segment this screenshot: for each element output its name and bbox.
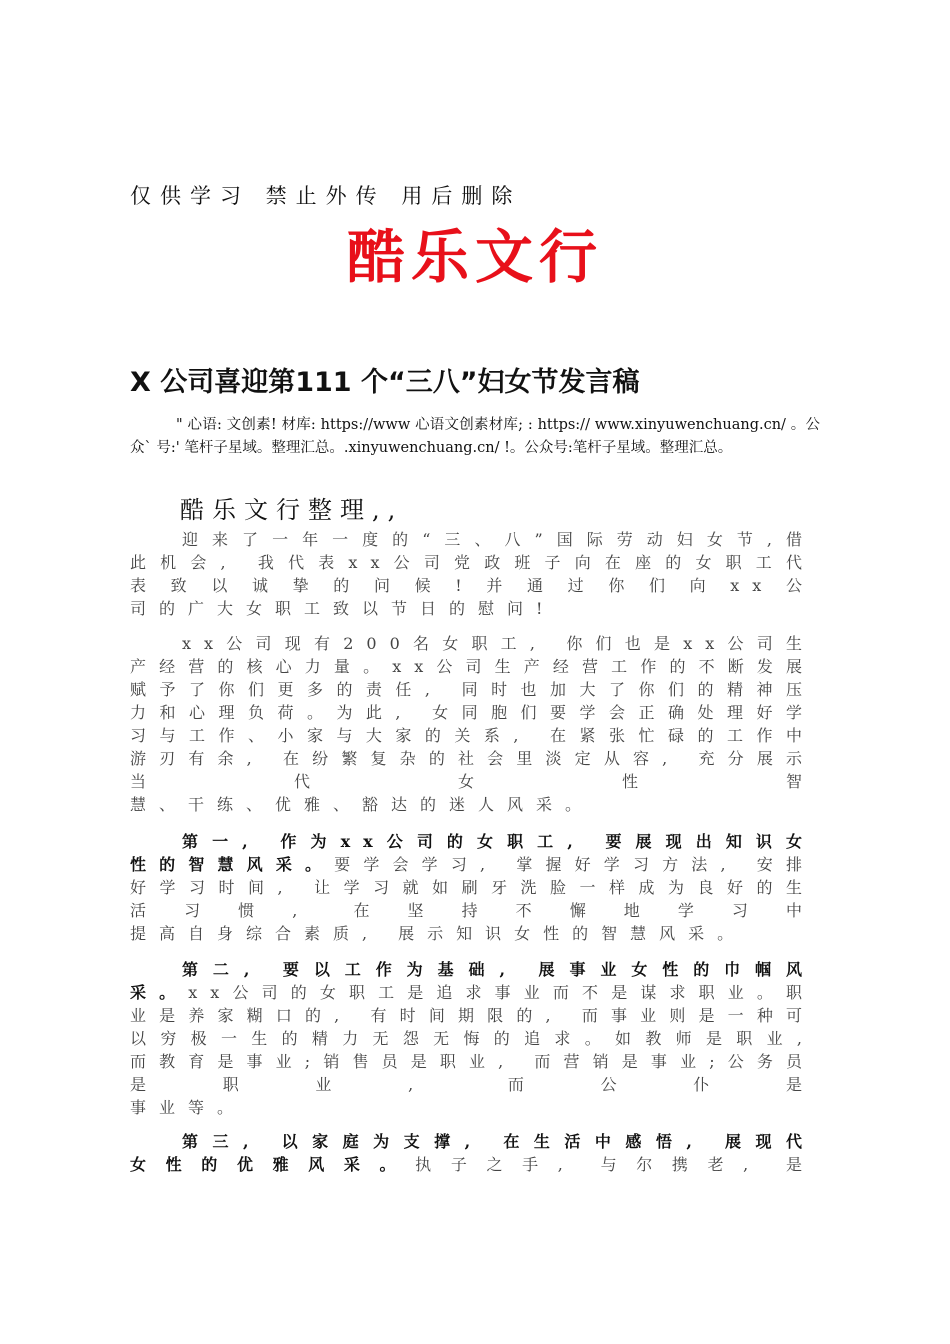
paragraph-lead: 第三, 以家庭为支撑, 在生活中感悟, 展现代女性的优雅风采。	[130, 1132, 815, 1174]
paragraph-last-line: 司的广大女职工致以节日的慰问!	[130, 599, 556, 618]
paragraph	[130, 528, 815, 620]
usage-notice: 仅供学习 禁止外传 用后删除	[130, 184, 522, 208]
sub-heading: 酷乐文行整理,,	[180, 496, 404, 524]
paragraph-last-line: 提高自身综合素质, 展示知识女性的智慧风采。	[130, 924, 747, 943]
paragraph-lead: 第一, 作为xx公司的女职工, 要展现出知识女性的智慧风采。	[130, 832, 815, 874]
paragraph	[130, 1130, 815, 1176]
paragraph-lead: 第二, 要以工作为基础, 展事业女性的巾帼风采。	[130, 960, 815, 1002]
document-title: X 公司喜迎第111 个“三八”妇女节发言稿	[130, 367, 640, 398]
brand-title: 酷乐文行	[346, 223, 603, 291]
paragraph-last-line: 慧、干练、优雅、豁达的迷人风采。	[130, 795, 595, 814]
paragraph	[130, 632, 815, 816]
paragraph-text: 要学会学习, 掌握好学习方法, 安排好学习时间, 让学习就如刷牙洗脸一样成为良好的生活习惯, 在坚持不懈地学习中	[130, 855, 815, 920]
source-note: " 心语: 文创素! 材库: https://www 心语文创素材库; : https:// www.xinyuwenchuang.cn/ 。公众` 号:' 笔杆子星域。整理汇总。.xinyuwenchuang.cn/ !。公众号:笔杆子星域。整理汇总。	[130, 417, 820, 456]
paragraph-text: 执子之手, 与尔携老, 是	[415, 1155, 815, 1174]
paragraph-text: xx公司的女职工是追求事业而不是谋求职业。职业是养家糊口的, 有时间期限的, 而事业则是一种可以穷极一生的精力无怨无悔的追求。如教师是职业, 而教育是事业;销售员是职业, 而营销是事业;公务员是职业, 而公仆是	[130, 983, 815, 1094]
paragraph-last-line: 事业等。	[130, 1098, 247, 1117]
paragraph	[130, 830, 815, 945]
paragraph	[130, 958, 815, 1119]
paragraph-text: xx公司现有200名女职工, 你们也是xx公司生产经营的核心力量。xx公司生产经营工作的不断发展赋予了你们更多的责任, 同时也加大了你们的精神压力和心理负荷。为此, 女同胞们要学会正确处理好学习与工作、小家与大家的关系, 在紧张忙碌的工作中游刃有余, 在纷繁复杂的社会里淡定从容, 充分展示当代女性智	[130, 634, 815, 791]
paragraph-text: 迎来了一年一度的“三、八”国际劳动妇女节,借此机会, 我代表xx公司党政班子向在座的女职工代表致以诚挚的问候!并通过你们向xx公	[130, 530, 815, 595]
